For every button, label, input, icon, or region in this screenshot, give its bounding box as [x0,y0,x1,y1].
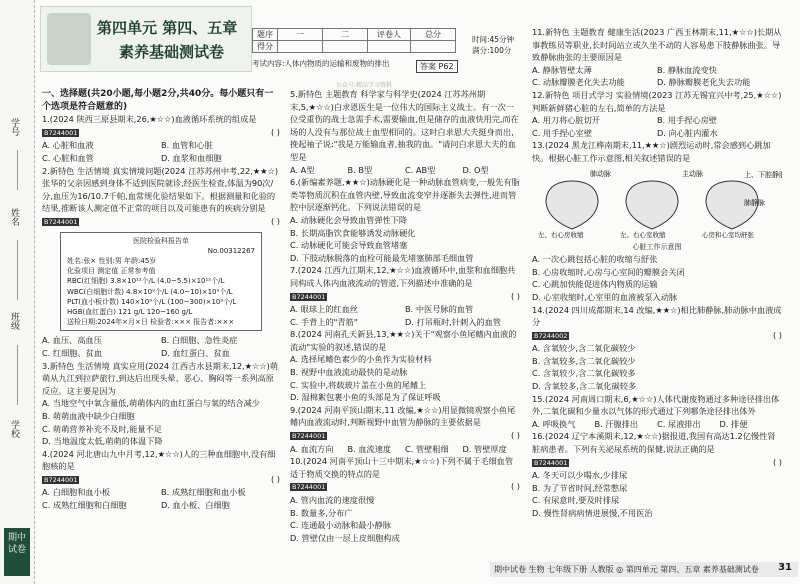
report-header: 化验项目 测定值 正常参考值 [67,267,156,276]
question-code: B7244001 [44,217,78,226]
question-1-options-row2 [42,152,280,165]
question-1-options [42,139,280,152]
question-11-options [532,64,782,77]
answer-bracket[interactable]: ( ) [271,126,280,137]
answer-bracket[interactable]: ( ) [511,481,520,492]
heart-label: 上、下腔静脉 [744,170,782,179]
column-1 [42,88,280,512]
option[interactable]: C. AB型 [405,164,436,175]
question-15-options [532,418,782,431]
heart-shape [546,181,598,229]
time-limit: 时间:45分钟 [472,35,515,44]
exam-content: 考试内容:人体内物质的运输和废物的排出 [252,59,390,68]
option[interactable]: D. 当地温度太低,萌萌的体温下降 [42,436,163,447]
question-code: B7244001 [44,475,78,484]
option[interactable]: B. 长期高脂饮食能够诱发动脉硬化 [290,227,416,238]
margin-label-class: 班级 [9,312,19,330]
question-10: 10.(2024 河南平顶山十三中期末,★☆☆)下列不属于毛细血管适于物质交换的特点的是 [290,456,514,479]
option[interactable]: A. 白细胞和血小板 [42,487,110,498]
option[interactable]: D. 含氧较多,含二氧化碳较多 [532,381,637,392]
score-table [252,28,456,53]
page-number: 31 [778,562,792,573]
option[interactable]: D. 管壁厚度 [462,443,507,454]
heart-caption: 左、右心房收缩 [538,230,584,239]
margin-line [17,240,18,300]
question-9-options [290,443,520,456]
score-cell[interactable] [368,41,411,53]
question-11: 11.新特色 主题教育 健康生活(2023 广西玉林期末,11,★☆☆)长期从事教练员等职业,长时间站立或久坐不动的人容易患下肢静脉曲张。导致静脉曲张的主要原因是 [532,27,782,63]
option[interactable]: C. 尿液排出 [657,418,701,429]
option[interactable]: C. 用手捏心室壁 [532,127,593,138]
score-cell[interactable] [411,41,456,53]
score-cell[interactable] [323,41,368,53]
option[interactable]: D. O型 [462,164,489,175]
report-row: PLT(血小板计数) 140×10⁹个/L (100~300)×10⁹个/L [67,297,237,306]
option[interactable]: B. 萌萌血液中缺少白细胞 [42,410,135,421]
full-score: 满分:100分 [472,46,512,55]
page-footer: 期中试卷 生物 七年级下册 人教版 ◎ 第四单元 第四、五章 素养基础测试卷 [490,562,798,577]
heart-label: 肺动脉 [590,169,611,178]
question-15: 15.(2024 河南周口期末,6,★☆☆)人体代谢废物通过多种途径排出体外,二氧化碳和少量水以气体的形式通过下列哪条途径排出体外 [532,393,780,417]
option[interactable]: D. 血红蛋白、贫血 [161,347,230,358]
option[interactable]: C. 红细胞、贫血 [42,347,103,358]
score-header: 题序 [253,29,278,41]
report-footer: 送检日期:2024年×月×日 检验者:××× 报告者:××× [67,318,235,327]
answer-bracket[interactable]: ( ) [511,290,520,301]
score-cell[interactable] [278,41,323,53]
unit-title: 第四单元 第四、五章 [97,19,238,37]
answer-bracket[interactable]: ( ) [773,329,782,340]
option[interactable]: A. 冬天可以少喝水,少排尿 [532,470,628,481]
question-7-options [290,303,520,316]
option[interactable]: C. 实验中,将载玻片盖在小鱼的尾鳍上 [290,379,427,390]
report-row: WBC(白细胞计数) 4.8×10⁹个/L (4.0~10)×10⁹个/L [67,287,233,296]
option[interactable]: B. 含氧较多,含二氧化碳较少 [532,355,636,366]
report-patient: 姓名:张× 性别:男 年龄:45岁 [67,256,157,265]
student-illustration [47,13,91,65]
report-row: HGB(血红蛋白) 121 g/L 120~160 g/L [67,307,193,316]
heart-diagram-caption: 心脏工作示意图 [632,242,682,251]
heart-diagram-svg [532,167,782,239]
question-2-options-row2 [42,347,280,360]
option[interactable]: D. 静脉瓣膜老化失去功能 [657,77,751,88]
question-code: B7244001 [534,458,568,467]
watermark: 公众号:精品学习资料 [336,82,393,89]
option[interactable]: B. 用手捏心房壁 [657,115,717,126]
report-row: RBC(红细胞) 3.8×10¹²个/L (4.0~5.5)×10¹²个/L [67,277,225,286]
answer-bracket[interactable]: ( ) [271,473,280,484]
option[interactable]: B. 静脉血流变快 [657,64,717,75]
margin-label-id: 学号 [9,118,19,136]
question-1: 1.(2024 陕西三原县期末,26,★☆☆)血液循环系统的组成是 [42,114,257,125]
option[interactable]: C. 连通最小动脉和最小静脉 [290,520,391,531]
column-2 [290,88,520,544]
option[interactable]: A. 血压、高血压 [42,335,102,346]
option[interactable]: A. 呼吸换气 [532,418,576,429]
test-title: 素养基础测试卷 [119,43,225,61]
margin-line [17,345,18,405]
question-14: 14.(2024 四川成都期末,14 改编,★★☆)相比肺静脉,肺动脉中血液成分 [532,304,782,328]
option[interactable]: C. 心跳加快能促进体内物质的运输 [532,279,658,290]
option[interactable]: A. 心脏和血液 [42,140,94,151]
option[interactable]: C. 动脉瓣膜老化失去功能 [532,77,625,88]
option[interactable]: D. 湿棉絮包裹小鱼的头部是为了保证呼吸 [290,392,441,403]
question-code: B7244002 [534,331,568,340]
question-8: 8.(2024 河南孔天新县,13,★★☆)关于"观察小鱼尾鳍内血液的流动"实验的叙述,错误的是 [290,329,517,352]
question-16: 16.(2024 辽宁本溪期末,12,★☆☆)据报道,我国有高达1.2亿慢性肾脏病患者。下列有关泌尿系统的保健,说法正确的是 [532,431,776,455]
question-code: B7244001 [292,483,326,492]
option[interactable]: A. 选择尾鳍色素少的小鱼作为实验材料 [290,354,432,365]
option[interactable]: A. 含氧较少,含二氧化碳较少 [532,343,636,354]
binding-margin [0,0,35,584]
option[interactable]: A. 管内血流的速度很慢 [290,495,375,505]
question-13: 13.(2024 黑龙江桦南期末,11,★★☆)剧烈运动时,常会感到心跳加快。根据心脏工作示意图,相关叙述错误的是 [532,140,771,163]
question-6: 6.(新编素养题,★★☆)动脉硬化是一种动脉血管病变,一般先有脂类等物质沉积在血管内壁,导致血流变窄并逐渐失去弹性,进而管腔中层逐渐钙化。下列说法错误的是 [290,177,520,213]
option[interactable]: A. 动脉硬化会导致血管弹性下降 [290,214,408,225]
option[interactable]: A. A型 [290,164,315,175]
question-3: 3.新特色 生活情境 真实应用(2024 江西吉水县期末,12,★☆☆)萌萌从九江到拉萨旅行,到达后出现头晕、恶心、胸闷等一系列高原反应。这主要是因为 [42,360,279,396]
question-2: 2.新特色 生活情境 真实情境问题(2024 江苏苏州中考,22,★★☆)张华的父亲因感到身体不适到医院就诊,经医生检查,体温为90次/分,血压为16/10.7千帕,血常规化验结果如下。根据测量和化验的结果,推断该人测定值不正常的项目以及可能患有的疾病分别是 [42,165,279,214]
answer-reference: 答案 P62 [416,60,458,73]
margin-label-school: 学校 [9,420,19,438]
heart-shape [626,181,678,229]
report-number: No.00312267 [207,246,255,255]
lab-report [60,232,262,332]
option[interactable]: D. 慢性肾病病情进展慢,不用医治 [532,508,653,518]
option[interactable]: D. 排便 [719,418,748,429]
question-4-options [42,486,280,499]
score-header: 一 [278,29,323,41]
question-12: 12.新特色 项目式学习 实验情境(2023 江苏无锡宜兴中考,25,★☆☆)判断新鲜猪心脏的左右,简单的方法是 [532,89,782,113]
option[interactable]: A. 静脉管壁太薄 [532,64,592,75]
question-9: 9.(2024 河南平顶山期末,11 改编,★☆☆)用显微镜观察小鱼尾鳍内血液流动时,判断视野中血管为静脉的主要依据是 [290,404,516,428]
publisher-logo: 期中试卷 [4,528,30,576]
answer-bracket[interactable]: ( ) [511,430,520,441]
option[interactable]: D. 管壁仅由一层上皮细胞构成 [290,532,400,543]
option[interactable]: A. 眼球上的红血丝 [290,304,358,315]
margin-label-name: 姓名 [9,208,19,226]
option[interactable]: A. 当地空气中氧含量低,萌萌体内的血红蛋白与氧的结合减少 [42,398,260,409]
option[interactable]: D. 血小板、白细胞 [161,500,230,511]
option[interactable]: C. 含氧较少,含二氧化碳较多 [532,368,636,379]
option[interactable]: B. 为了节省时间,经常憋尿 [532,482,628,493]
option[interactable]: B. 汗腺排出 [594,418,639,429]
option[interactable]: B. 成熟红细胞和血小板 [161,487,246,498]
option[interactable]: C. 心脏和血管 [42,152,94,163]
section-heading: 一、选择题(共20小题,每小题2分,共40分。每小题只有一个选项是符合题意的) [42,89,274,112]
option[interactable]: D. 向心脏内灌水 [657,127,718,138]
option[interactable]: D. 下肢动脉脱落的血栓可能最先堵塞肺部毛细血管 [290,252,474,263]
question-5-options [290,164,520,177]
score-header: 二 [323,29,368,41]
question-code: B7244001 [44,128,78,137]
heart-caption: 心房和心室均舒张 [702,230,754,239]
option[interactable]: B. 数量多,分布广 [290,507,353,518]
option[interactable]: D. 打吊瓶时,针刺入的血管 [405,316,501,327]
option[interactable]: A. 用刀将心脏切开 [532,115,600,126]
question-code: B7244001 [292,432,326,441]
option[interactable]: B. 血管和心脏 [161,140,213,151]
question-7: 7.(2024 江西九江期末,12,★☆☆)血液循环中,血浆和血细胞共同构成人体内血液流动的管道,下列描述中准确的是 [290,265,516,288]
heart-label: 主动脉 [682,169,703,178]
option[interactable]: B. B型 [347,164,373,175]
option[interactable]: C. 成熟红细胞和白细胞 [42,500,127,511]
option[interactable]: A. 血流方向 [290,443,334,454]
heart-diagram [532,167,782,239]
option[interactable]: B. 视野中血液流动最快的是动脉 [290,367,408,378]
question-4: 4.(2024 河北唐山九中月考,12,★☆☆)人的三种血细胞中,没有细胞核的是 [42,448,276,472]
option[interactable]: C. 管壁粗细 [405,443,449,454]
question-11-options-row2 [532,76,782,89]
option[interactable]: B. 心房收缩时,心房与心室间的瓣膜会关闭 [532,266,685,277]
question-12-options [532,114,782,127]
option[interactable]: B. 血流速度 [347,443,392,454]
heart-label: 肺静脉 [744,198,765,207]
option[interactable]: B. 中医号脉的血管 [405,304,474,315]
question-7-options-row2 [290,316,520,329]
column-3 [532,26,782,520]
option[interactable]: B. 白细胞、急性炎症 [161,335,238,346]
answer-bracket[interactable]: ( ) [773,456,782,467]
time-info [472,34,514,56]
option[interactable]: C. 萌萌营养补充不及时,能量不足 [42,423,162,434]
option[interactable]: C. 有尿意时,要及时排尿 [532,495,620,506]
option[interactable]: C. 手背上的"青筋" [290,316,358,327]
question-12-options-row2 [532,127,782,140]
option[interactable]: A. 一次心跳包括心脏的收缩与舒张 [532,254,658,265]
heart-caption: 左、右心室收缩 [620,230,666,239]
report-title: 医院检验科报告单 [133,236,189,245]
margin-line [17,150,18,190]
answer-bracket[interactable]: ( ) [271,215,280,226]
score-label: 得分 [253,41,278,53]
score-header: 评卷人 [368,29,411,41]
score-header: 总分 [411,29,456,41]
question-5: 5.新特色 主题教育 科学家与科学史(2024 江苏苏州期末,5,★☆☆)白求恩医生是一位伟大的国际主义战士。有一次一位受重伤的战士急需手术,需要输血,但是储存的血液快用完,而在场的人没有与那位战士血型相同的。这时白求恩大夫挺身而出,挽起袖子说:"我是万能输血者,抽我的血。"请问白求恩大夫的血型是 [290,89,519,162]
option[interactable]: D. 血浆和血细胞 [161,152,222,163]
question-code: B7244001 [292,292,326,301]
option[interactable]: C. 动脉硬化可能会导致血管堵塞 [290,240,408,251]
option[interactable]: D. 心室收缩时,心室里的血液被泵入动脉 [532,291,678,302]
question-2-options [42,334,280,347]
title-banner [40,6,252,72]
question-4-options-row2 [42,499,280,512]
